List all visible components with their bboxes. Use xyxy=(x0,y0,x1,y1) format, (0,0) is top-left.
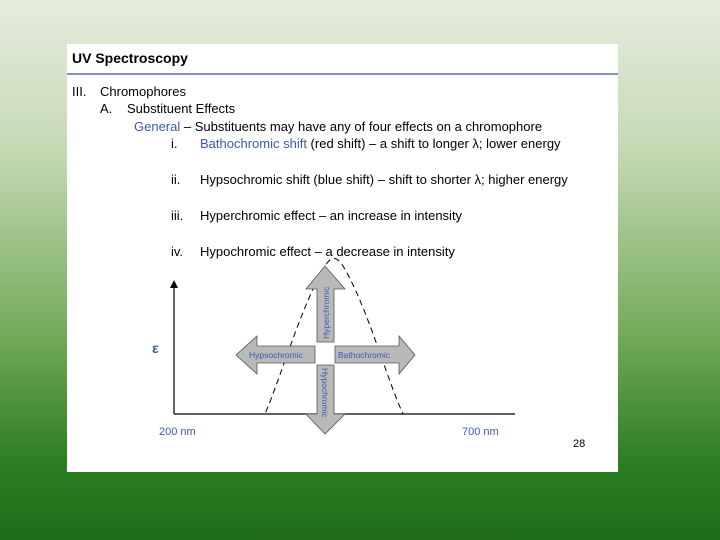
item-term: Bathochromic shift xyxy=(200,136,307,151)
absorption-shift-diagram xyxy=(67,44,618,472)
subsection-number: A. xyxy=(100,101,113,116)
item-description: (red shift) – a shift to longer λ; lower energy xyxy=(306,136,561,151)
x-axis-start-label: 200 nm xyxy=(159,426,196,438)
item-description: Hyperchromic effect – an increase in intensity xyxy=(200,208,463,223)
item-description: Hypsochromic shift (blue shift) – shift to shorter λ; higher energy xyxy=(200,172,568,187)
general-text: – Substituents may have any of four effects on a chromophore xyxy=(180,119,543,134)
item-number: iii. xyxy=(171,208,184,223)
subsection-heading: Substituent Effects xyxy=(127,101,236,116)
item-number: i. xyxy=(171,136,178,151)
hypochromic-label: Hypochromic xyxy=(320,368,330,418)
section-number: III. xyxy=(72,84,87,99)
slide-title: UV Spectroscopy xyxy=(72,50,188,66)
section-heading: Chromophores xyxy=(100,84,186,99)
hypsochromic-label: Hypsochromic xyxy=(249,350,303,360)
x-axis-end-label: 700 nm xyxy=(462,426,499,438)
bathochromic-label: Bathochromic xyxy=(338,350,390,360)
hyperchromic-label: Hyperchromic xyxy=(321,286,331,339)
general-label: General xyxy=(134,119,181,134)
item-description: Hypochromic effect – a decrease in intensity xyxy=(200,244,455,259)
slide xyxy=(67,44,618,472)
y-axis-label: ε xyxy=(152,340,159,356)
item-number: ii. xyxy=(171,172,181,187)
page-number: 28 xyxy=(573,438,586,450)
item-number: iv. xyxy=(171,244,184,259)
